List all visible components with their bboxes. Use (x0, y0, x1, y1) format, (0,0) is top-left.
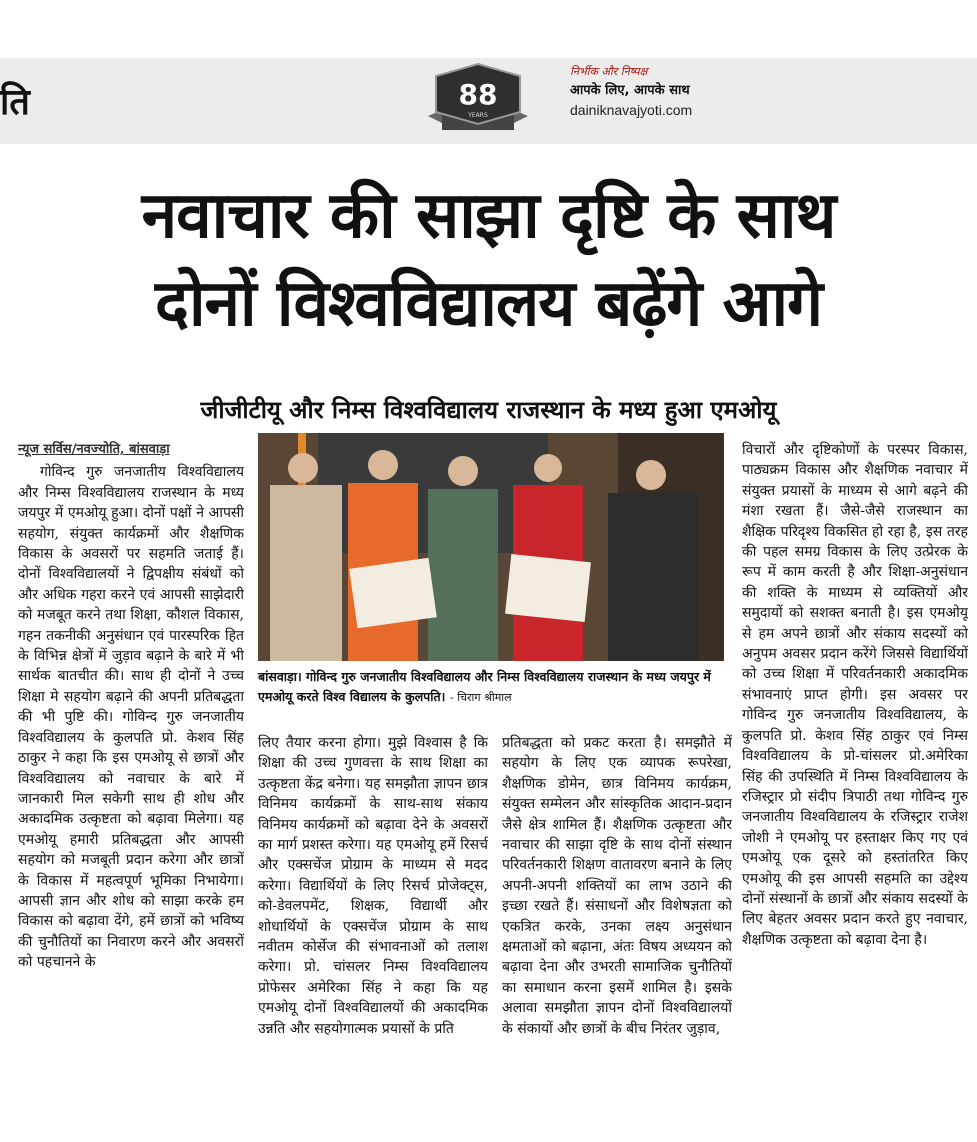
subheadline: जीजीटीयू और निम्स विश्वविद्यालय राजस्थान के मध्य हुआ एमओयू (200, 396, 777, 424)
column-4-text: विचारों और दृष्टिकोणों के परस्पर विकास, पाठ्यक्रम विकास और शैक्षणिक नवाचार में संयुक्त प्रयासों के माध्यम से आगे बढ़ने की मंशा रखता हैं। जैसे-जैसे राजस्थान का शैक्षिक परिदृश्य विकसित हो रहा है, इस तरह की पहल समग्र विकास के लिए उत्प्रेरक के रूप में काम करती है और शिक्षा-अनुसंधान की शक्ति के माध्यम से व्यक्तियों और समुदायों को सशक्त बनाती है। इस एमओयू से हम अपने छात्रों और संकाय सदस्यों को अनुपम अवसर प्रदान करेंगे जिससे विद्यार्थियों को उच्च शिक्षा में परिवर्तनकारी अकादमिक संभावनाएं प्राप्त होगी। इस अवसर पर गोविन्द गुरु जनजातीय विश्वविद्यालय, के कुलपति प्रो. केशव सिंह ठाकुर एवं निम्स विश्वविद्यालय के प्रो-चांसलर प्रो.अमेरिका सिंह की उपस्थिति में निम्स विश्वविद्यालय के रजिस्ट्रार प्रो संदीप त्रिपाठी तथा गोविन्द गुरु जनजातीय विश्वविद्यालय के रजिस्ट्रार राजेश जोशी ने एमओयू पर हस्ताक्षर किए गए एवं एमओयू एक दूसरे को हस्तांतरित किए एमओयू की इस आपसी सहमति का उद्देश्य दोनों संस्थानों के छात्रों और संकाय सदस्यों के लिए बेहतर अवसर प्रदान करते हुए नवाचार, शैक्षणिक उत्कृष्टता को बढ़ावा देना है। (742, 442, 968, 948)
anniversary-emblem-icon (422, 62, 534, 140)
article-column-1 (18, 440, 244, 1135)
column-2-text: लिए तैयार करना होगा। मुझे विश्वास है कि शिक्षा की उच्च गुणवत्ता के साथ शिक्षा का उत्कृष्टता केंद्र बनेगा। यह समझौता ज्ञापन छात्र विनिमय कार्यक्रमों के साथ-साथ संकाय विनिमय कार्यक्रमों को बढ़ावा देने के अवसरों का मार्ग प्रशस्त करेगा। यह एमओयू हमें रिसर्च और एक्सचेंज प्रोग्राम के माध्यम से मदद करेगा। विद्यार्थियों के लिए रिसर्च प्रोजेक्ट्स, को-डेवलपमेंट, शिक्षक, विद्यार्थी और शोधार्थियों के एक्सचेंज प्रोग्राम के साथ नवीतम कोर्सेज की संभावनाओं को तलाश करेगा। प्रो. चांसलर निम्स विश्वविद्यालय प्रोफेसर अमेरिका सिंह ने कहा कि यह एमओयू दोनों विश्वविद्यालयों की अकादमिक उन्नति और सहयोगात्मक प्रयासों के प्रति (258, 735, 488, 1037)
article-column-2 (258, 733, 488, 1135)
masthead (0, 58, 977, 144)
emblem-sub: YEARS (468, 112, 488, 119)
photo-credit: - चिराग श्रीमाल (449, 691, 512, 704)
masthead-tagline: आपके लिए, आपके साथ (570, 83, 690, 98)
headline-line2: दोनों विश्वविद्यालय बढ़ेंगे आगे (154, 267, 823, 341)
photo-illustration (258, 433, 724, 661)
masthead-site: dainiknavajyoti.com (570, 102, 693, 118)
column-1-text: गोविन्द गुरु जनजातीय विश्वविद्यालय और निम्स विश्वविद्यालय राजस्थान के मध्य जयपुर में एमओयू हुआ। दोनों पक्षों ने आपसी सहयोग, संयुक्त कार्यक्रमों और शैक्षणिक विकास के अवसरों पर सहमति जताई हैं। दोनों विश्वविद्यालयों ने द्विपक्षीय संबंधों को और अधिक गहरा करने एवं आपसी साझेदारी को मजबूत करने तथा शिक्षा, कौशल विकास, गहन तकनीकी अनुसंधान एवं पारस्परिक हित के विभिन्न क्षेत्रों में जुड़ाव बढ़ाने के बारे में भी सार्थक बातचीत की। साथ ही दोनों ने उच्च शिक्षा मे सहयोग बढ़ाने की अपनी प्रतिबद्धता की भी पुष्टि की। गोविन्द गुरु जनजातीय विश्वविद्यालय के कुलपति प्रो. केशव सिंह ठाकुर ने कहा कि इस एमओयू से छात्रों और विश्वविद्यालय को नवाचार के बारे में जानकारी मिल सकेगी साथ ही शोध और अकादमिक उत्कृष्टता को बढ़ावा मिलेगा। यह एमओयू हमारी प्रतिबद्धता और आपसी सहयोग को मजबूती प्रदान करेगा और छात्रों के विकास में महत्वपूर्ण भूमिका निभायेगा। आपसी ज्ञान और शोध को साझा करके हम विकास को बढ़ावा देंगे, हमें छात्रों को भविष्य की चुनौतियों का निवारण करने और अवसरों को पहचानने के (18, 464, 244, 971)
emblem-number: 88 (458, 78, 498, 111)
article-column-3 (502, 733, 732, 1135)
masthead-fragment: ति (0, 82, 30, 123)
headline (0, 172, 977, 348)
byline: न्यूज सर्विस/नवज्योति, बांसवाड़ा (18, 442, 170, 457)
column-3-text: प्रतिबद्धता को प्रकट करता है। समझौते में सहयोग के लिए एक व्यापक रूपरेखा, शैक्षणिक डोमेन, छात्र विनिमय कार्यक्रम, संयुक्त सम्मेलन और सांस्कृतिक आदान-प्रदान जैसे क्षेत्र शामिल हैं। शैक्षणिक उत्कृष्टता और नवाचार की साझा दृष्टि के साथ दोनों संस्थान परिवर्तनकारी शिक्षण वातावरण बनाने के लिए अपनी-अपनी शक्तियों का लाभ उठाने की इच्छा रखते हैं। संसाधनों और विशेषज्ञता को एकत्रित करके, उनका लक्ष्य अनुसंधान क्षमताओं को बढ़ाना, अंतः विषय अध्ययन को बढ़ावा देना और उभरती सामाजिक चुनौतियों का समाधान करना इसमें शामिल है। इसके अलावा समझौता ज्ञापन दोनों विश्वविद्यालयों के संकायों और छात्रों के बीच निरंतर जुड़ाव, (502, 735, 732, 1037)
article-column-4 (742, 440, 968, 1135)
photo-caption (258, 667, 724, 708)
masthead-tag-small: निर्भीक और निष्पक्ष (570, 65, 648, 78)
caption-text: बांसवाड़ा। गोविन्द गुरु जनजातीय विश्वविद्यालय और निम्स विश्वविद्यालय राजस्थान के मध्य जयपुर में एमओयू करते विश्व विद्यालय के कुलपति। (258, 669, 711, 704)
article-photo (258, 433, 724, 661)
headline-line1: नवाचार की साझा दृष्टि के साथ (141, 179, 836, 253)
